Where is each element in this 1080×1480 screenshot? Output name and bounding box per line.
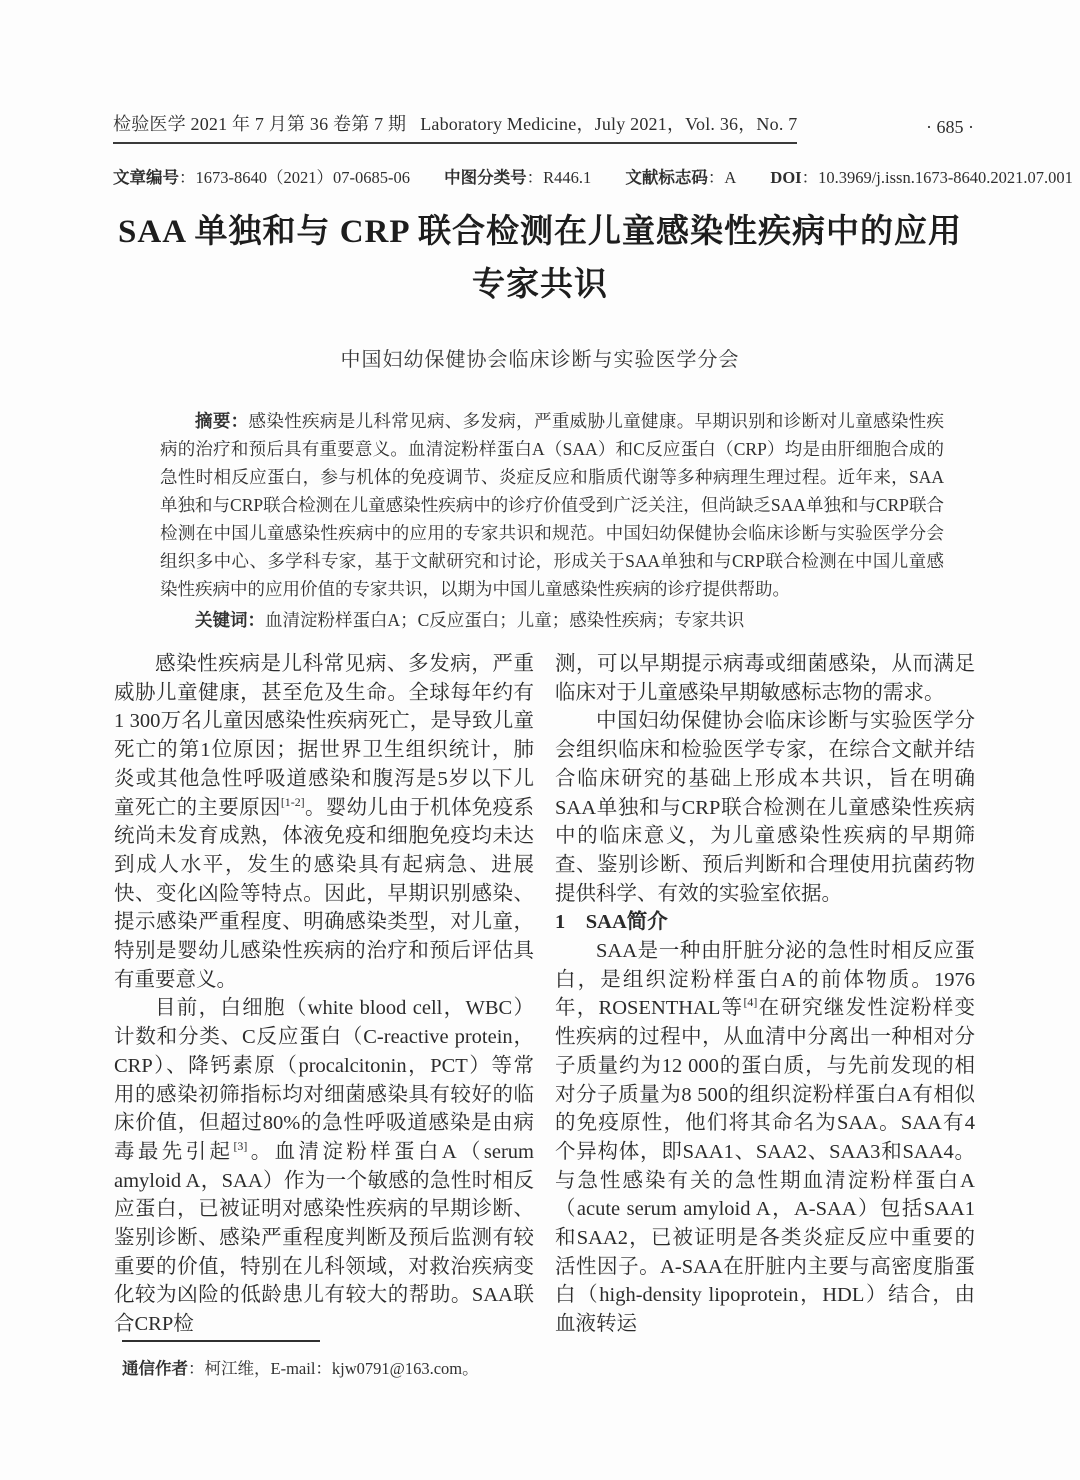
article-title — [50, 206, 1030, 312]
body-columns — [114, 650, 975, 1339]
section-heading: 1 SAA简介 — [555, 911, 668, 934]
abstract-text: 感染性疾病是儿科常见病、多发病，严重威胁儿童健康。早期识别和诊断对儿童感染性疾病的治疗和预后具有重要意义。血清淀粉样蛋白A（SAA）和C反应蛋白（CRP）均是由肝细胞合成的急性时相反应蛋白，参与机体的免疫调节、炎症反应和脂质代谢等多种病理生理过程。近年来，SAA单独和与CRP联合检测在儿童感染性疾病中的诊疗价值受到广泛关注，但尚缺乏SAA单独和与CRP联合检测在中国儿童感染性疾病中的应用的专家共识和规范。中国妇幼保健协会临床诊断与实验医学分会组织多中心、多学科专家，基于文献研究和讨论，形成关于SAA单独和与CRP联合检测在中国儿童感染性疾病中的应用价值的专家共识，以期为中国儿童感染性疾病的诊疗提供帮助。 — [160, 411, 945, 599]
right-column — [555, 650, 975, 1339]
abstract-section — [160, 407, 944, 634]
body-paragraph: 感染性疾病是儿科常见病、多发病，严重威胁儿童健康，甚至危及生命。全球每年约有1 300万名儿童因感染性疾病死亡，是导致儿童死亡的第1位原因；据世界卫生组织统计，肺炎或其他急性呼吸道感染和腹泻是5岁以下儿童死亡的主要原因[1-2]。婴幼儿由于机体免疫系统尚未发育成熟，体液免疫和细胞免疫均未达到成人水平，发生的感染具有起病急、进展快、变化凶险等特点。因此，早期识别感染、提示感染严重程度、明确感染类型，对儿童，特别是婴幼儿感染性疾病的治疗和预后评估具有重要意义。 — [114, 653, 535, 991]
correspondence-footnote — [122, 1340, 479, 1379]
abstract-label: 摘要： — [195, 411, 249, 431]
keywords-line — [160, 606, 944, 634]
footnote-divider — [122, 1340, 320, 1342]
keywords-label: 关键词： — [195, 610, 265, 630]
clc-number: 中图分类号：R446.1 — [444, 168, 592, 187]
journal-issue-line — [113, 110, 797, 144]
citation-ref: [3] — [233, 1139, 248, 1154]
journal-header — [113, 110, 974, 144]
journal-title-en: Laboratory Medicine，July 2021，Vol. 36，No. 7 — [420, 114, 798, 134]
body-paragraph: SAA是一种由肝脏分泌的急性时相反应蛋白，是组织淀粉样蛋白A的前体物质。1976年，ROSENTHAL等[4]在研究继发性淀粉样变性疾病的过程中，从血清中分离出一种相对分子质量约为12 000的蛋白质，与先前发现的相对分子质量为8 500的组织淀粉样蛋白A有相似的免疫原性，他们将其命名为SAA。SAA有4个异构体，即SAA1、SAA2、SAA3和SAA4。与急性感染有关的急性期血清淀粉样蛋白A（acute serum amyloid A，A-SAA）包括SAA1和SAA2，已被证明是各类炎症反应中重要的活性因子。A-SAA在肝脏内主要与高密度脂蛋白（high-density lipoprotein，HDL）结合，由血液转运 — [555, 940, 976, 1336]
author-affiliation: 中国妇幼保健协会临床诊断与实验医学分会 — [340, 349, 740, 371]
correspondence-label: 通信作者 — [122, 1359, 188, 1378]
citation-ref: [1-2] — [280, 794, 305, 809]
correspondence-text: ：柯江维，E-mail：kjw0791@163.com。 — [188, 1359, 479, 1378]
doi: DOI：10.3969/j.issn.1673-8640.2021.07.001 — [770, 168, 1073, 187]
article-meta — [113, 164, 1073, 188]
citation-ref: [4] — [743, 995, 758, 1010]
abstract-paragraph — [160, 407, 944, 603]
body-paragraph: 目前，白细胞（white blood cell，WBC）计数和分类、C反应蛋白（C-reactive protein，CRP）、降钙素原（procalcitonin，PCT）等常用的感染初筛指标均对细菌感染具有较好的临床价值，但超过80%的急性呼吸道感染是由病毒最先引起[3]。血清淀粉样蛋白A（serum amyloid A，SAA）作为一个敏感的急性时相反应蛋白，已被证明对感染性疾病的早期诊断、鉴别诊断、感染严重程度判断及预后监测有较重要的价值，特别在儿科领域，对救治疾病变化较为凶险的低龄患儿有较大的帮助。SAA联合CRP检 — [114, 997, 535, 1336]
article-number: 文章编号：1673-8640（2021）07-0685-06 — [113, 168, 410, 187]
keywords-text: 血清淀粉样蛋白A；C反应蛋白；儿童；感染性疾病；专家共识 — [265, 610, 745, 630]
document-code: 文献标志码：A — [625, 168, 737, 187]
article-title-line2: 专家共识 — [472, 267, 608, 303]
journal-title-cn: 检验医学 2021 年 7 月第 36 卷第 7 期 — [113, 114, 407, 134]
left-column — [114, 650, 534, 1339]
article-title-line1: SAA 单独和与 CRP 联合检测在儿童感染性疾病中的应用 — [118, 214, 962, 250]
page-number: · 685 · — [926, 117, 974, 137]
body-paragraph: 中国妇幼保健协会临床诊断与实验医学分会组织临床和检验医学专家，在综合文献并结合临床研究的基础上形成本共识，旨在明确SAA单独和与CRP联合检测在儿童感染性疾病中的临床意义，为儿童感染性疾病的早期筛查、鉴别诊断、预后判断和合理使用抗菌药物提供科学、有效的实验室依据。 — [555, 710, 975, 905]
body-paragraph: 测，可以早期提示病毒或细菌感染，从而满足临床对于儿童感染早期敏感标志物的需求。 — [555, 653, 975, 704]
